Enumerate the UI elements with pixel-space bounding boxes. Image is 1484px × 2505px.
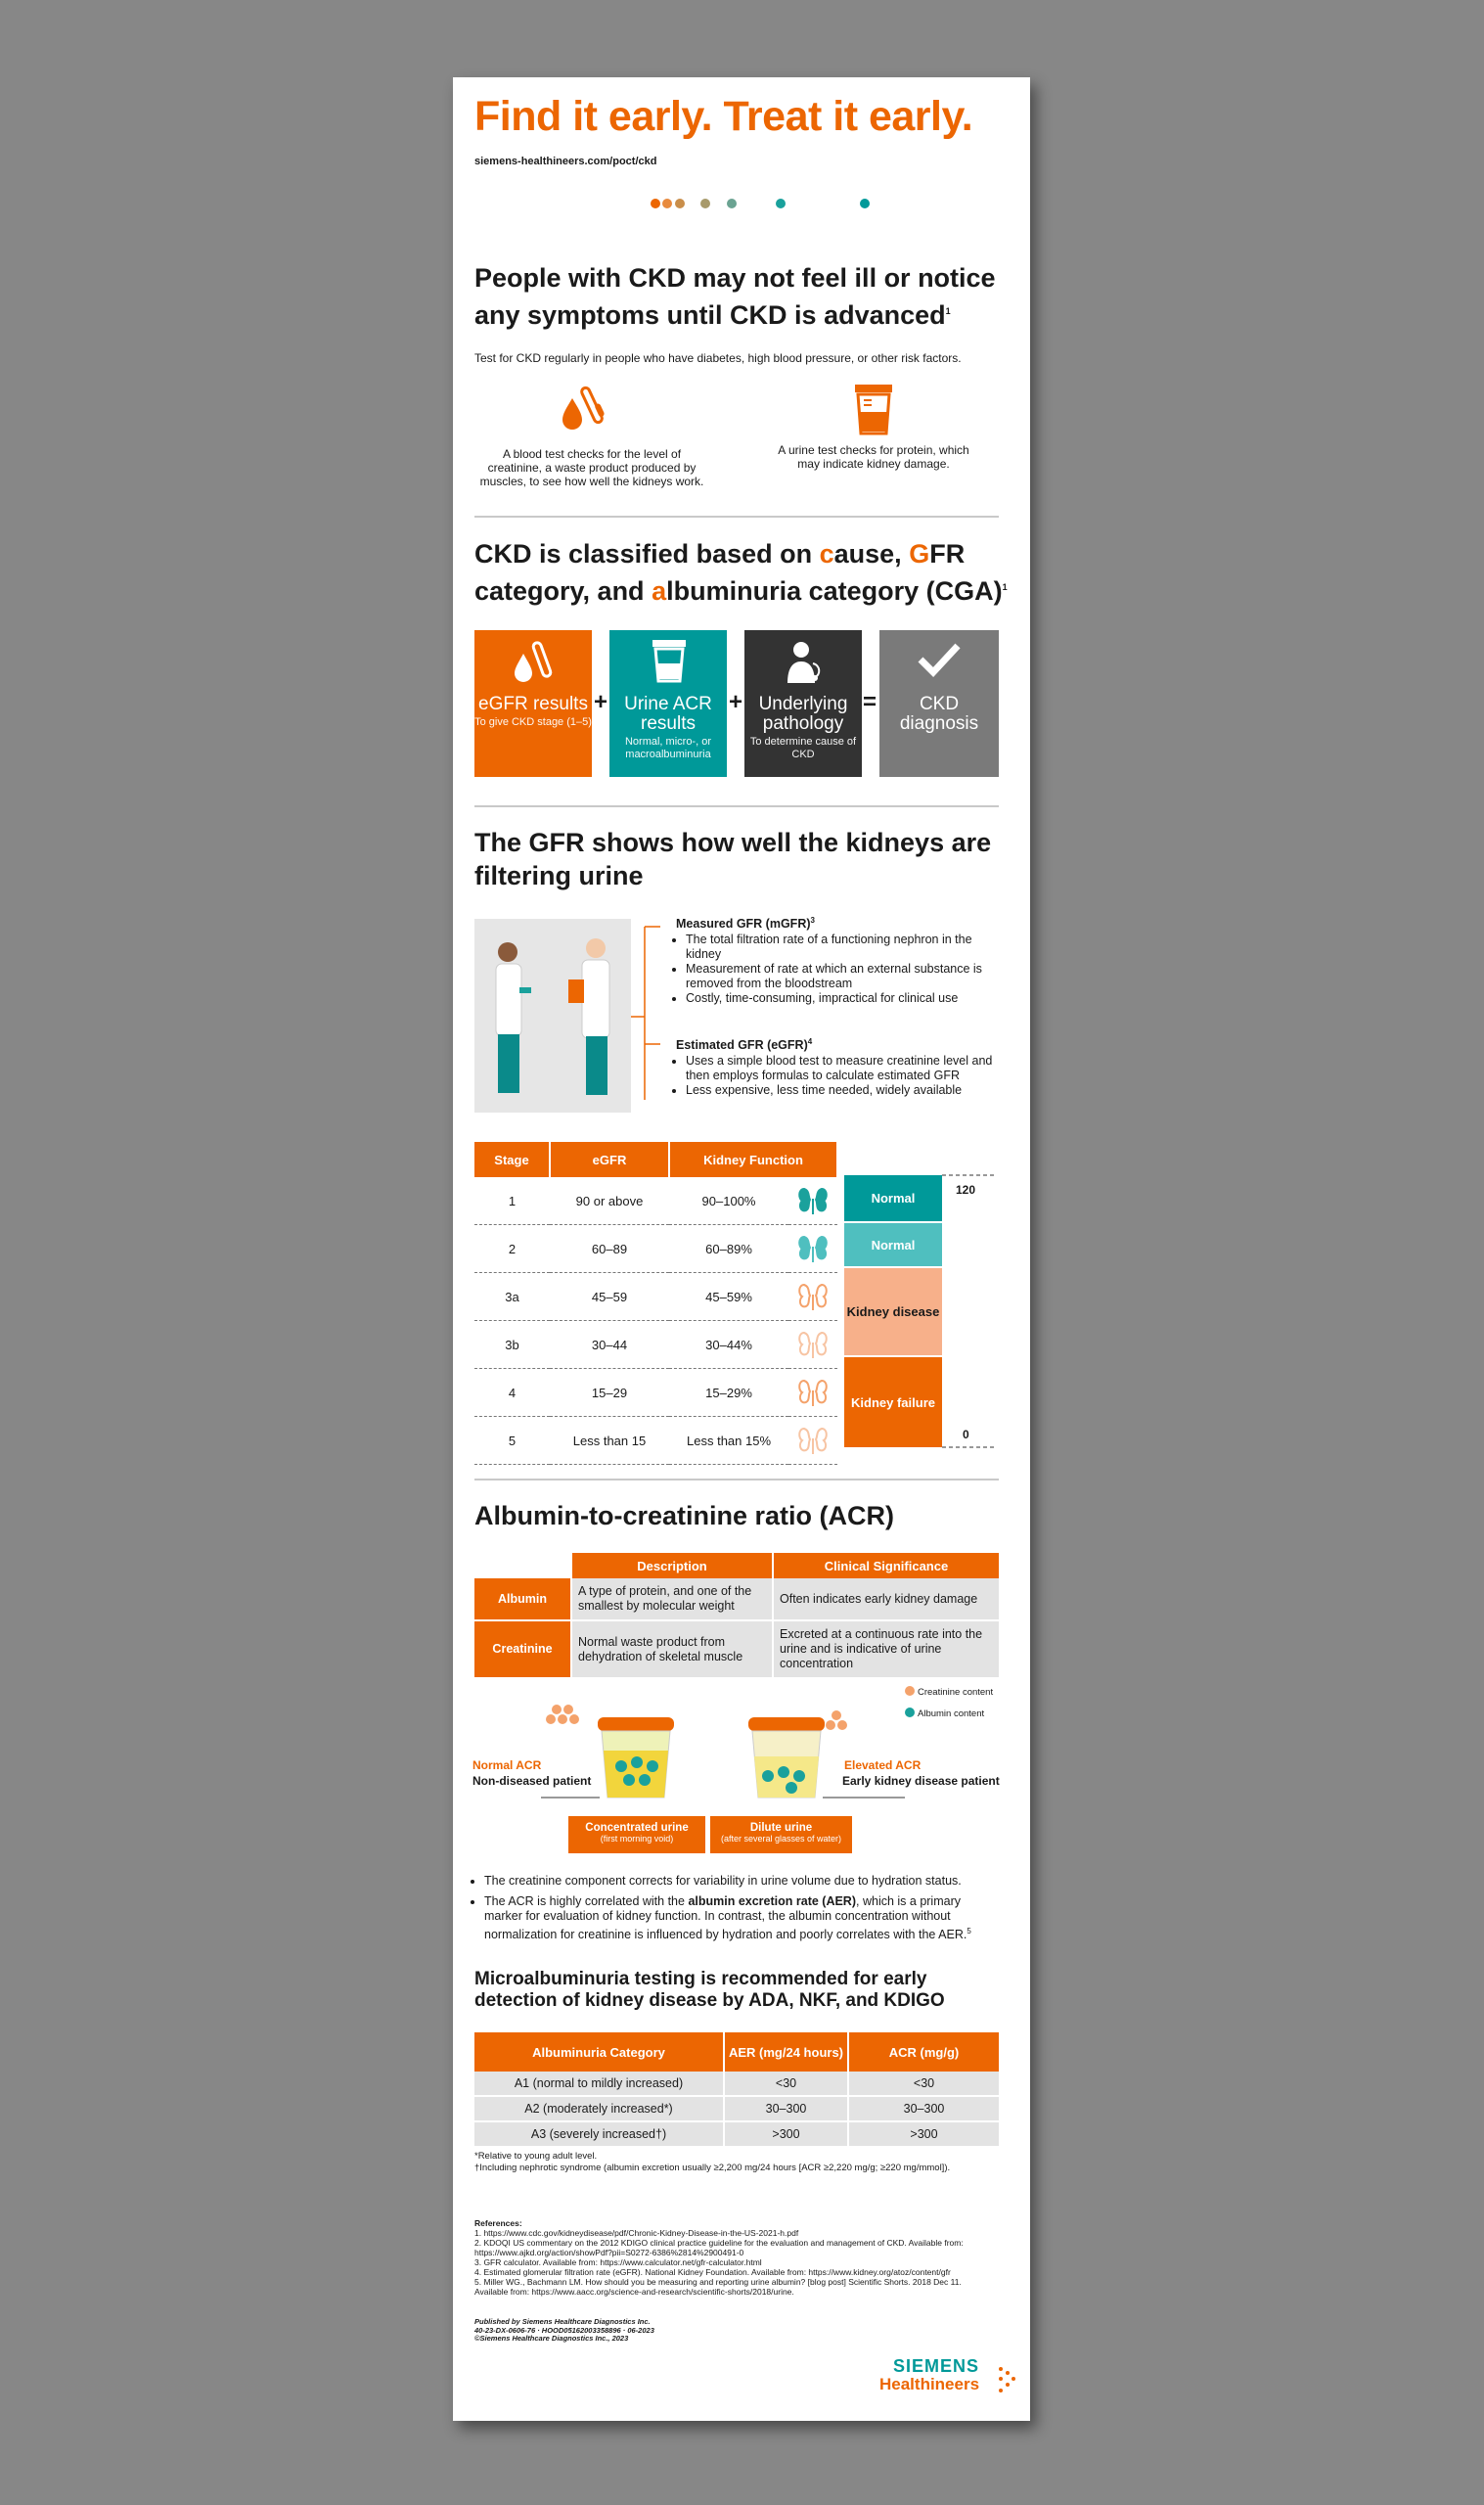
cga-box-title: Underlying pathology	[758, 694, 848, 734]
reference-item: 1. https://www.cdc.gov/kidneydisease/pdf/Chronic-Kidney-Disease-in-the-US-2021-h.pdf	[474, 2228, 799, 2238]
note: †Including nephrotic syndrome (albumin excretion usually ≥2,200 mg/24 hours [ACR ≥2,220 mg/g; ≥220 mg/mmol]).	[474, 2163, 951, 2173]
reference-item: 2. KDOQI US commentary on the 2012 KDIGO clinical practice guideline for the evaluation and management of CKD. Available from: https://www.ajkd.org/action/showPdf?pii=S0272-6386%2814%2900491-0	[474, 2238, 964, 2257]
table-row	[474, 2096, 1000, 2121]
logo-line1: SIEMENS	[893, 2356, 980, 2376]
kidney-icon	[796, 1185, 830, 1214]
scale-bottom-value: 0	[963, 1428, 969, 1441]
bracket-connector	[631, 919, 670, 1115]
label-title: Dilute urine	[749, 1822, 813, 1834]
table-cell: Often indicates early kidney damage	[773, 1578, 1000, 1620]
band-kidney-failure: Kidney failure	[844, 1357, 942, 1447]
label-sub: (first morning void)	[600, 1834, 674, 1844]
table-cell: 90–100%	[669, 1177, 788, 1225]
label-sub: (after several glasses of water)	[720, 1834, 842, 1844]
cga-box-egfr	[474, 630, 592, 777]
band-kidney-disease: Kidney disease	[844, 1268, 942, 1355]
heading-letter-g: G	[909, 539, 930, 569]
url-text: siemens-healthineers.com/poct/ckd	[474, 156, 657, 167]
table-row	[474, 2072, 1000, 2096]
references-title: References:	[474, 2218, 522, 2228]
heading-letter-a: a	[652, 576, 667, 606]
cga-box-title: CKD diagnosis	[899, 694, 979, 734]
column-header: Albuminuria Category	[474, 2032, 724, 2072]
blood-drop-test-tube-icon	[512, 638, 557, 687]
publisher-info	[474, 2318, 654, 2344]
empty-corner	[474, 1553, 571, 1578]
reference-item: 5. Miller WG., Bachmann LM. How should you be measuring and reporting urine albumin? [blog post] Scientific Shorts. 2018 Dec 11. Available from: https://www.aacc.org/science-and-research/scientific-shorts/2018/urine.	[474, 2277, 962, 2297]
list-item: • Costly, time-consuming, impractical for clinical use	[686, 991, 1009, 1006]
section2-heading	[474, 537, 1008, 608]
table-cell: 30–44	[550, 1321, 669, 1369]
references	[474, 2218, 964, 2297]
acr-legend	[905, 1682, 993, 1725]
table-row	[474, 1417, 837, 1465]
footnote-ref: 1	[945, 306, 951, 316]
equals-operator: =	[863, 689, 877, 715]
cga-box-urine-acr	[609, 630, 727, 777]
table-cell: >300	[848, 2121, 1000, 2147]
dot	[727, 199, 737, 208]
cga-box-pathology	[744, 630, 862, 777]
table-row	[474, 1225, 837, 1273]
list-item	[484, 1894, 993, 1942]
gfr-stage-table	[474, 1142, 838, 1465]
text-bold: albumin excretion rate (AER)	[688, 1894, 857, 1908]
checkmark-icon	[917, 640, 962, 679]
kidney-icon	[788, 1417, 837, 1465]
section1-intro: Test for CKD regularly in people who have diabetes, high blood pressure, or other risk factors.	[474, 351, 962, 365]
table-cell: Normal waste product from dehydration of skeletal muscle	[571, 1620, 773, 1678]
row-header: Creatinine	[474, 1620, 571, 1678]
heading-part: lbuminuria category (CGA)	[666, 576, 1003, 606]
creatinine-dot-icon	[905, 1686, 915, 1696]
plus-operator: +	[594, 689, 608, 715]
label-title: Concentrated urine	[585, 1822, 689, 1834]
doctors-illustration	[474, 919, 631, 1113]
heading-part: FR category, and	[474, 539, 966, 606]
footnote-ref: 3	[810, 916, 815, 925]
publisher-line: 40-23-DX-0606-76 · HOOD05162003358896 · 06-2023	[474, 2325, 654, 2335]
divider	[474, 805, 999, 807]
footnote-ref: 1	[1002, 582, 1008, 592]
table-cell: 45–59	[550, 1273, 669, 1321]
table-row	[474, 1369, 837, 1417]
footnote-ref: 5	[967, 1927, 971, 1936]
band-normal: Normal	[844, 1223, 942, 1266]
table-row	[474, 1578, 1000, 1620]
column-header: Stage	[474, 1142, 550, 1177]
cga-box-sub: To determine cause of CKD	[749, 736, 857, 760]
table-row	[474, 2121, 1000, 2147]
legend-label: Albumin content	[918, 1708, 985, 1719]
table-cell: A type of protein, and one of the smallest by molecular weight	[571, 1578, 773, 1620]
column-header: AER (mg/24 hours)	[724, 2032, 848, 2072]
urine-cup-icon	[852, 383, 895, 435]
table-cell: 30–300	[724, 2096, 848, 2121]
text-part: , which is a primary marker for evaluation of kidney function. In contrast, the albumin concentration without normalization for creatinine is influenced by hydration and poorly correlates with the AER.	[484, 1894, 967, 1942]
acr-table	[474, 1553, 1001, 1679]
table-row	[474, 1321, 837, 1369]
elevated-acr-label	[844, 1757, 1001, 1789]
dot	[776, 199, 786, 208]
table-cell: <30	[724, 2072, 848, 2096]
section3-heading: The GFR shows how well the kidneys are filtering urine	[474, 828, 992, 890]
publisher-line: ©Siemens Healthcare Diagnostics Inc., 2023	[474, 2334, 629, 2343]
elevated-acr-title: Elevated ACR	[844, 1758, 922, 1772]
table-cell: 3a	[474, 1273, 550, 1321]
table-cell: <30	[848, 2072, 1000, 2096]
kidney-icon	[796, 1281, 830, 1310]
legend-label: Creatinine content	[918, 1687, 994, 1698]
row-header: Albumin	[474, 1578, 571, 1620]
plus-operator: +	[729, 689, 743, 715]
kidney-icon	[788, 1273, 837, 1321]
table-row	[474, 1620, 1000, 1678]
kidney-icon	[788, 1177, 837, 1225]
footnote-ref: 4	[807, 1037, 813, 1046]
blood-drop-test-tube-icon	[559, 381, 607, 435]
table-cell: 4	[474, 1369, 550, 1417]
note: *Relative to young adult level.	[474, 2151, 598, 2162]
cga-box-sub: To give CKD stage (1–5)	[474, 716, 592, 728]
table-cell: 15–29%	[669, 1369, 788, 1417]
publisher-line: Published by Siemens Healthcare Diagnostics Inc.	[474, 2317, 651, 2326]
list-item: • Less expensive, less time needed, widely available	[686, 1083, 1009, 1098]
heading-letter-c: c	[819, 539, 834, 569]
cga-box-title: Urine ACR results	[624, 694, 712, 734]
section1-heading	[474, 261, 1008, 332]
gfr-scale	[942, 1163, 1001, 1457]
table-cell: A2 (moderately increased*)	[474, 2096, 724, 2121]
logo-dots-icon	[997, 2365, 1018, 2394]
divider	[474, 1479, 999, 1480]
table-cell: 60–89	[550, 1225, 669, 1273]
section1-heading-text: People with CKD may not feel ill or notice any symptoms until CKD is advanced	[474, 263, 996, 330]
kidney-icon	[788, 1369, 837, 1417]
kidney-icon	[796, 1233, 830, 1262]
normal-acr-sub: Non-diseased patient	[472, 1774, 592, 1788]
table-row	[474, 1273, 837, 1321]
table-cell: Less than 15	[550, 1417, 669, 1465]
logo-line2: Healthineers	[879, 2375, 980, 2393]
text-part: The ACR is highly correlated with the	[484, 1894, 689, 1908]
list-item: • Measurement of rate at which an external substance is removed from the bloodstream	[686, 962, 1009, 991]
legend-creatinine	[905, 1682, 993, 1704]
section5-heading: Microalbuminuria testing is recommended for early detection of kidney disease by ADA, NKF, and KDIGO	[474, 1969, 945, 2011]
table-cell: 30–300	[848, 2096, 1000, 2121]
scale-top-value: 120	[956, 1183, 976, 1197]
heading-part: CKD is classified based on	[474, 539, 820, 569]
infographic-poster	[453, 77, 1030, 2421]
table-cell: 45–59%	[669, 1273, 788, 1321]
urine-cup-icon	[651, 638, 688, 683]
table-cell: 2	[474, 1225, 550, 1273]
page-title: Find it early. Treat it early.	[474, 93, 973, 140]
table-cell: A1 (normal to mildly increased)	[474, 2072, 724, 2096]
mgfr-block	[676, 916, 1009, 1006]
table-cell: >300	[724, 2121, 848, 2147]
table-cell: Less than 15%	[669, 1417, 788, 1465]
dot	[675, 199, 685, 208]
dot	[662, 199, 672, 208]
egfr-bullets	[676, 1054, 1009, 1098]
column-header: Kidney Function	[669, 1142, 837, 1177]
reference-item: 4. Estimated glomerular filtration rate (eGFR). National Kidney Foundation. Available from: https://www.kidney.org/atoz/content/gfr	[474, 2267, 951, 2277]
list-item: • The total filtration rate of a functioning nephron in the kidney	[686, 933, 1009, 962]
reference-item: 3. GFR calculator. Available from: https://www.calculator.net/gfr-calculator.html	[474, 2257, 762, 2267]
table-cell: A3 (severely increased†)	[474, 2121, 724, 2147]
concentrated-urine-label	[568, 1816, 705, 1853]
column-header: ACR (mg/g)	[848, 2032, 1000, 2072]
table-row	[474, 1177, 837, 1225]
divider	[474, 516, 999, 518]
blood-test-caption: A blood test checks for the level of creatinine, a waste product produced by muscles, to see how well the kidneys work.	[479, 447, 704, 488]
section4-heading: Albumin-to-creatinine ratio (ACR)	[474, 1501, 894, 1530]
list-item: • The creatinine component corrects for variability in urine volume due to hydration status.	[484, 1874, 993, 1889]
dot	[860, 199, 870, 208]
table-cell: Excreted at a continuous rate into the urine and is indicative of urine concentration	[773, 1620, 1000, 1678]
doctors-figure-icon	[474, 919, 631, 1113]
mgfr-title-text: Measured GFR (mGFR)	[676, 917, 811, 932]
column-header: Clinical Significance	[773, 1553, 1000, 1578]
table-cell: 60–89%	[669, 1225, 788, 1273]
elevated-acr-sub: Early kidney disease patient	[842, 1774, 1000, 1788]
kidney-icon	[788, 1225, 837, 1273]
siemens-healthineers-logo	[879, 2357, 979, 2394]
table-cell: 1	[474, 1177, 550, 1225]
cga-box-sub: Normal, micro-, or macroalbuminuria	[624, 736, 711, 760]
egfr-title-text: Estimated GFR (eGFR)	[676, 1038, 808, 1053]
cga-box-diagnosis	[879, 630, 999, 777]
creatinine-dots-left	[546, 1705, 579, 1724]
table-cell: 30–44%	[669, 1321, 788, 1369]
table-cell: 3b	[474, 1321, 550, 1369]
table-cell: 90 or above	[550, 1177, 669, 1225]
heading-part: ause,	[833, 539, 910, 569]
acr-bullets	[474, 1874, 993, 1942]
normal-acr-title: Normal ACR	[472, 1758, 542, 1772]
egfr-block	[676, 1037, 1009, 1098]
band-normal: Normal	[844, 1175, 942, 1221]
dilute-urine-label	[710, 1816, 852, 1853]
cga-box-title: eGFR results	[478, 694, 588, 714]
normal-acr-label	[472, 1757, 591, 1789]
doctor-icon	[784, 636, 825, 685]
table-cell: 15–29	[550, 1369, 669, 1417]
table-notes	[474, 2151, 1003, 2174]
mgfr-bullets	[676, 933, 1009, 1006]
mgfr-title	[676, 916, 1009, 931]
dot	[700, 199, 710, 208]
kidney-icon	[796, 1377, 830, 1406]
kidney-icon	[788, 1321, 837, 1369]
column-header: Description	[571, 1553, 773, 1578]
column-header: eGFR	[550, 1142, 669, 1177]
creatinine-dots-right	[826, 1710, 847, 1730]
dot	[651, 199, 660, 208]
egfr-title	[676, 1037, 1009, 1052]
list-item: • Uses a simple blood test to measure creatinine level and then employs formulas to calculate estimated GFR	[686, 1054, 1009, 1083]
albuminuria-table	[474, 2032, 1001, 2148]
kidney-icon	[796, 1329, 830, 1358]
table-cell: 5	[474, 1417, 550, 1465]
kidney-icon	[796, 1425, 830, 1454]
legend-albumin	[905, 1704, 993, 1725]
urine-test-caption: A urine test checks for protein, which may indicate kidney damage.	[778, 443, 969, 471]
